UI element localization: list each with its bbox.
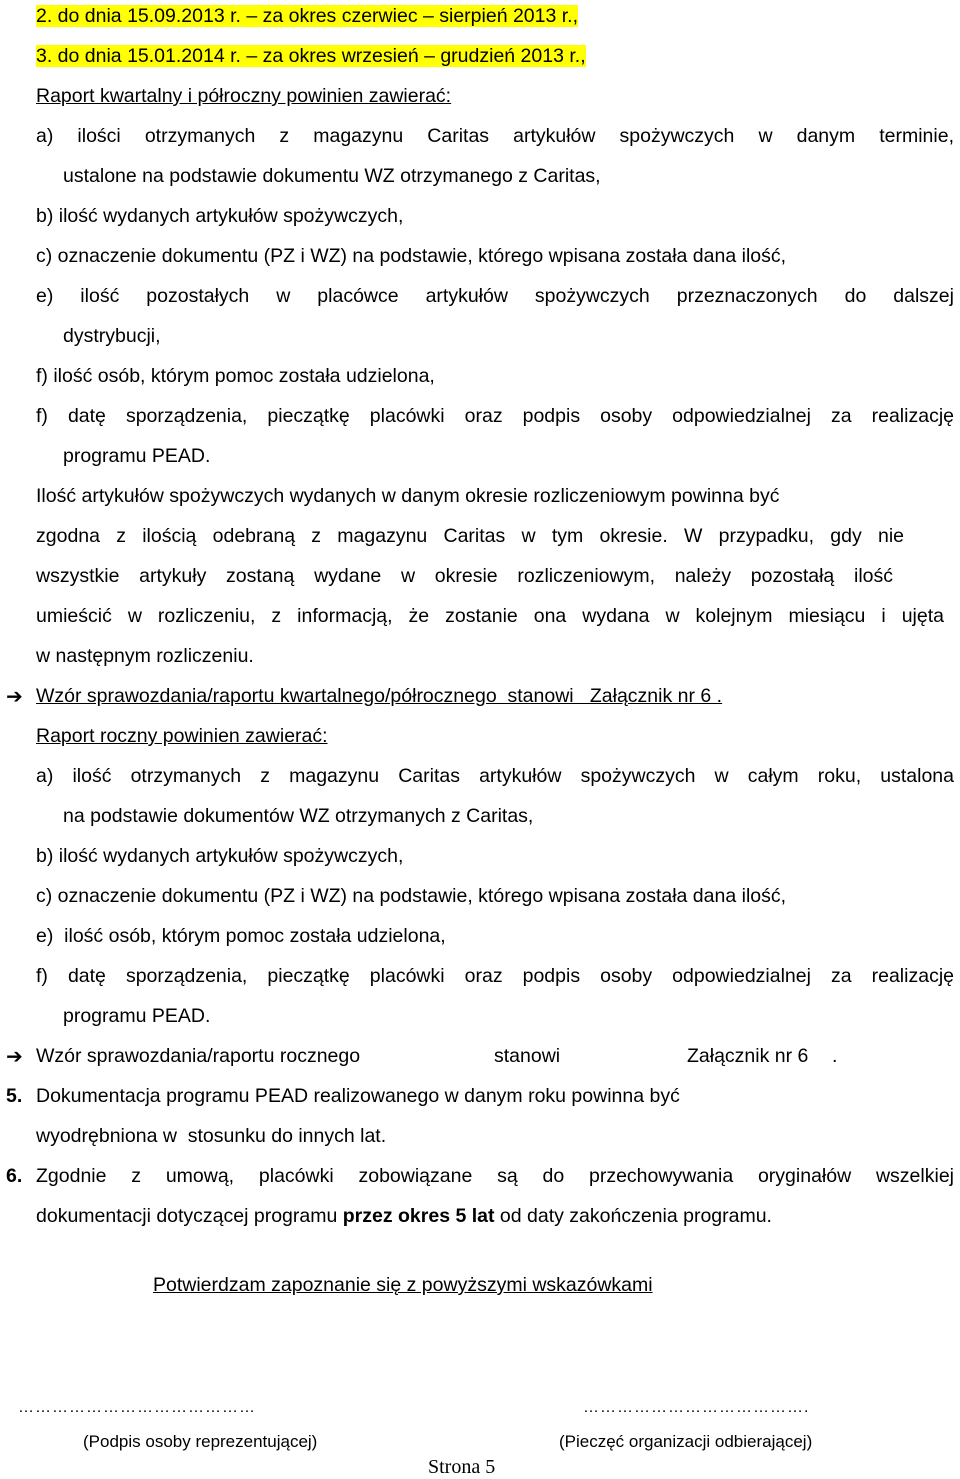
- signature-label-left: (Podpis osoby reprezentującej): [83, 1432, 318, 1451]
- paragraph-line1: Ilość artykułów spożywczych wydanych w danym okresie rozliczeniowym powinna być: [36, 485, 780, 507]
- signature-label-right: (Pieczęć organizacji odbierającej): [559, 1432, 813, 1451]
- quarterly-template-reference: Wzór sprawozdania/raportu kwartalnego/półrocznego stanowi Załącznik nr 6 .: [36, 685, 723, 707]
- signature-line-right: ………………………………….: [583, 1399, 810, 1416]
- item-5-line1: Dokumentacja programu PEAD realizowanego w danym roku powinna być: [36, 1085, 680, 1107]
- annual-template-text: Wzór sprawozdania/raportu rocznego: [36, 1045, 361, 1067]
- item-6-number: 6.: [6, 1165, 23, 1187]
- signature-line-left: ……………………………………: [18, 1399, 256, 1416]
- annual-heading: Raport roczny powinien zawierać:: [36, 725, 328, 747]
- quarterly-item-f1: f) ilość osób, którym pomoc została udzielona,: [36, 365, 435, 387]
- quarterly-item-a-line2: ustalone na podstawie dokumentu WZ otrzymanego z Caritas,: [63, 165, 601, 187]
- item-6-line2: dokumentacji dotyczącej programu przez okres 5 lat od daty zakończenia programu.: [36, 1205, 772, 1227]
- quarterly-item-e-line1: e) ilość pozostałych w placówce artykułów spożywczych przeznaczonych do dalszej: [36, 285, 954, 307]
- paragraph-line5: w następnym rozliczeniu.: [36, 645, 254, 667]
- annual-item-b: b) ilość wydanych artykułów spożywczych,: [36, 845, 404, 867]
- annual-template-reference: [36, 1044, 838, 1068]
- annual-item-f-line1: f) datę sporządzenia, pieczątkę placówki oraz podpis osoby odpowiedzialnej za realizację: [36, 965, 954, 987]
- annual-template-attachment: Załącznik nr 6: [687, 1045, 809, 1067]
- paragraph-line4: umieścić w rozliczeniu, z informacją, że zostanie ona wydana w kolejnym miesiącu i ujęta: [36, 605, 944, 627]
- deadline-item-2: 2. do dnia 15.09.2013 r. – za okres czerwiec – sierpień 2013 r.,: [36, 5, 579, 27]
- annual-item-a-line2: na podstawie dokumentów WZ otrzymanych z Caritas,: [63, 805, 534, 827]
- quarterly-item-f2-line2: programu PEAD.: [63, 445, 211, 467]
- quarterly-item-f2-line1: f) datę sporządzenia, pieczątkę placówki oraz podpis osoby odpowiedzialnej za realizację: [36, 405, 954, 427]
- item-5-number: 5.: [6, 1085, 23, 1107]
- annual-template-end: .: [832, 1045, 838, 1067]
- annual-item-a-line1: a) ilość otrzymanych z magazynu Caritas artykułów spożywczych w całym roku, ustalona: [36, 765, 954, 787]
- annual-item-f-line2: programu PEAD.: [63, 1005, 211, 1027]
- confirmation-statement: Potwierdzam zapoznanie się z powyższymi wskazówkami: [153, 1274, 653, 1296]
- paragraph-line3: wszystkie artykuły zostaną wydane w okresie rozliczeniowym, należy pozostałą ilość: [36, 565, 893, 587]
- quarterly-item-c: c) oznaczenie dokumentu (PZ i WZ) na podstawie, którego wpisana została dana ilość,: [36, 245, 787, 267]
- annual-item-e: e) ilość osób, którym pomoc została udzielona,: [36, 925, 446, 947]
- item-6-line1: Zgodnie z umową, placówki zobowiązane są do przechowywania oryginałów wszelkiej: [36, 1165, 954, 1187]
- retention-period: przez okres 5 lat: [342, 1205, 495, 1227]
- deadline-item-3: 3. do dnia 15.01.2014 r. – za okres wrzesień – grudzień 2013 r.,: [36, 45, 586, 67]
- page-number: Strona 5: [428, 1456, 496, 1478]
- quarterly-item-e-line2: dystrybucji,: [63, 325, 161, 347]
- item-5-line2: wyodrębniona w stosunku do innych lat.: [36, 1125, 387, 1147]
- annual-item-c: c) oznaczenie dokumentu (PZ i WZ) na podstawie, którego wpisana została dana ilość,: [36, 885, 787, 907]
- quarterly-item-b: b) ilość wydanych artykułów spożywczych,: [36, 205, 404, 227]
- arrow-icon: ➔: [6, 1044, 23, 1068]
- annual-template-stanowi: stanowi: [494, 1045, 561, 1067]
- paragraph-line2: zgodna z ilością odebraną z magazynu Caritas w tym okresie. W przypadku, gdy nie: [36, 525, 904, 547]
- arrow-icon: ➔: [6, 684, 23, 708]
- quarterly-item-a-line1: a) ilości otrzymanych z magazynu Caritas artykułów spożywczych w danym terminie,: [36, 125, 954, 147]
- quarterly-heading: Raport kwartalny i półroczny powinien zawierać:: [36, 85, 452, 107]
